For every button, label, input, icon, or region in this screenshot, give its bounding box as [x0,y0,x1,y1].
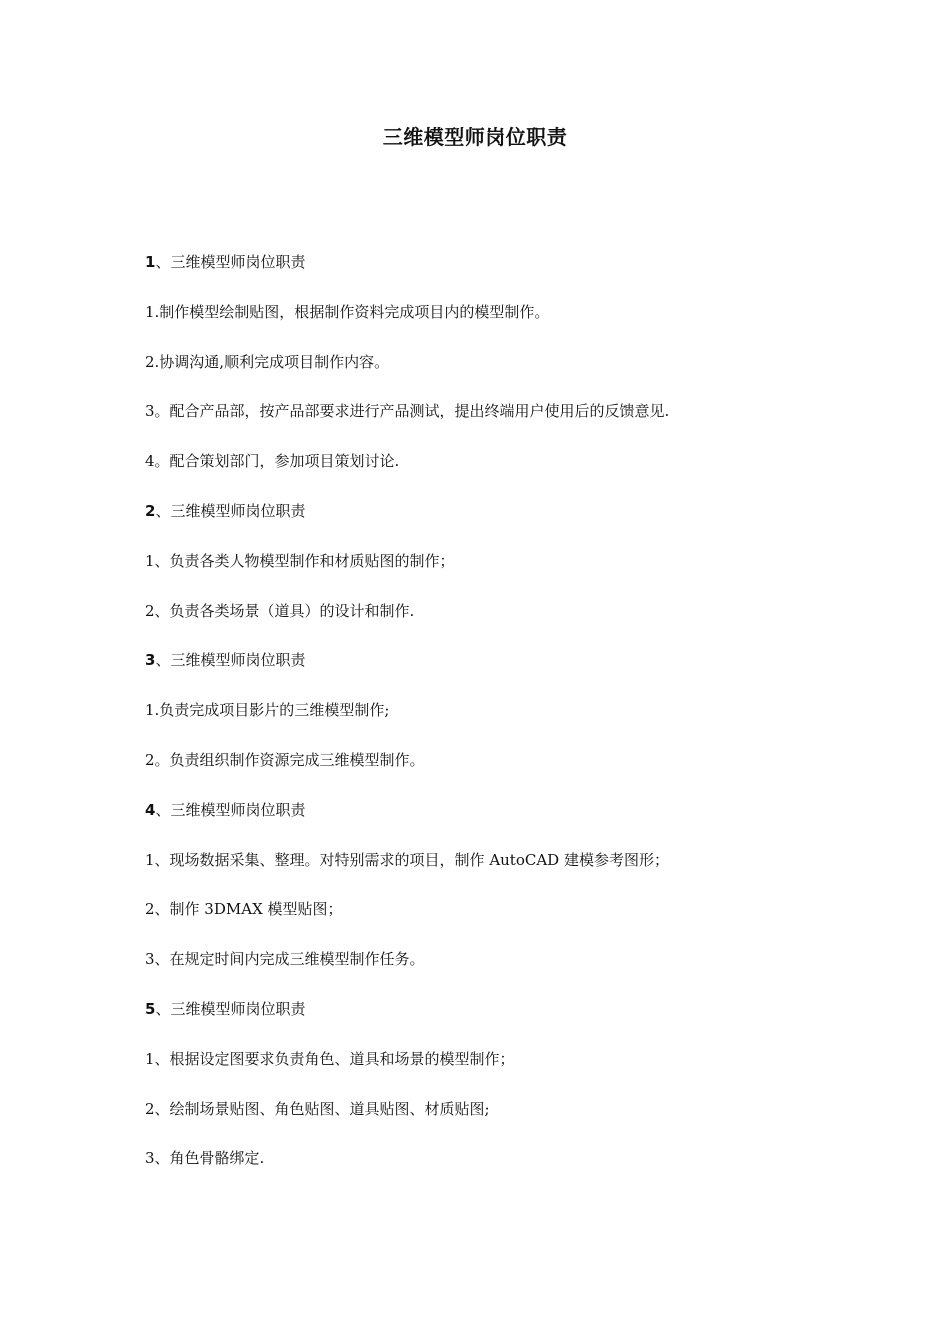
section-heading-text: 、三维模型师岗位职责 [155,253,306,271]
section-number: 2 [145,501,156,520]
section-number: 3 [145,651,156,670]
list-item: 1、根据设定图要求负责角色、道具和场景的模型制作； [145,1049,515,1068]
section-heading-text: 、三维模型师岗位职责 [155,999,306,1018]
list-item: 3。配合产品部，按产品部要求进行产品测试，提出终端用户使用后的反馈意见. [145,402,670,421]
list-item: 1.负责完成项目影片的三维模型制作; [145,701,390,720]
section-heading-text: 、三维模型师岗位职责 [155,651,306,670]
section-5 [145,996,845,1195]
section-1 [145,249,845,498]
section-heading [145,498,845,548]
section-heading [145,797,845,847]
list-item: 2.协调沟通,顺利完成项目制作内容。 [145,352,390,371]
section-heading [145,996,845,1046]
list-item: 2、负责各类场景（道具）的设计和制作. [145,601,415,620]
list-item: 2、绘制场景贴图、角色贴图、道具贴图、材质贴图; [145,1099,490,1118]
list-item: 3、角色骨骼绑定. [145,1149,265,1168]
document-title: 三维模型师岗位职责 [382,125,568,149]
list-item: 1、现场数据采集、整理。对特别需求的项目，制作 AutoCAD 建模参考图形； [145,850,669,869]
section-4 [145,797,845,996]
document-body [145,249,845,1195]
section-3 [145,647,845,796]
list-item: 4。配合策划部门，参加项目策划讨论. [145,452,400,471]
list-item: 1、负责各类人物模型制作和材质贴图的制作； [145,551,455,570]
section-heading-text: 、三维模型师岗位职责 [155,501,306,520]
list-item: 1.制作模型绘制贴图，根据制作资料完成项目内的模型制作。 [145,302,550,321]
list-item: 2、制作 3DMAX 模型贴图； [145,900,343,919]
section-number: 5 [145,999,156,1018]
section-number: 4 [145,800,156,819]
section-heading-text: 、三维模型师岗位职责 [155,800,306,819]
section-heading [145,647,845,697]
section-heading [145,249,845,299]
list-item: 2。负责组织制作资源完成三维模型制作。 [145,750,425,769]
section-number: 1 [145,253,156,271]
list-item: 3、在规定时间内完成三维模型制作任务。 [145,950,425,969]
section-2 [145,498,845,647]
